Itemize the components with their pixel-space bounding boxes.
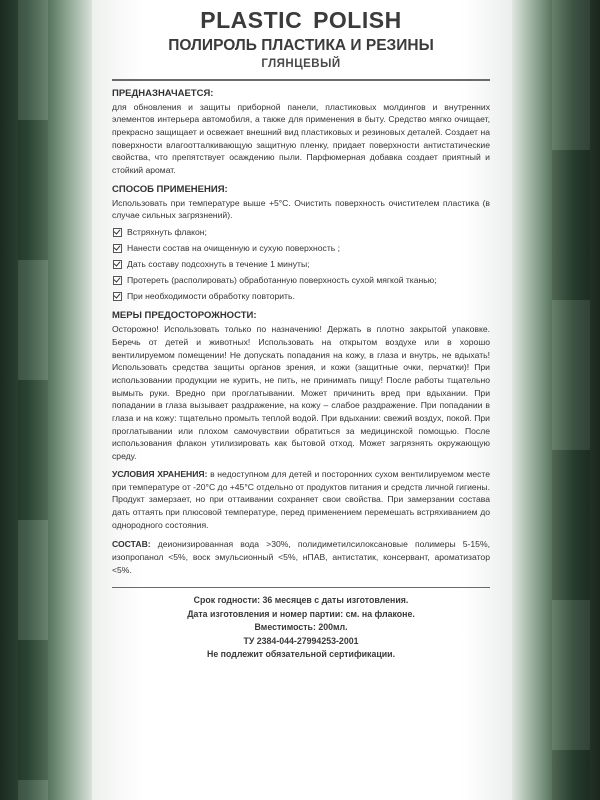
spec-number: ТУ 2384-044-27994253-2001 <box>243 635 359 646</box>
usage-step-label: Встряхнуть флакон; <box>127 226 207 237</box>
shelf-life: Срок годности: 36 месяцев с даты изготовления. <box>193 595 409 605</box>
checkbox-icon <box>113 276 122 285</box>
certification-note: Не подлежит обязательной сертификации. <box>206 649 396 659</box>
bottle-edge-left <box>0 0 92 800</box>
usage-heading: СПОСОБ ПРИМЕНЕНИЯ: <box>112 183 228 195</box>
batch-info: Дата изготовления и номер партии: см. на флаконе. <box>187 608 415 619</box>
usage-step <box>112 226 490 239</box>
composition-paragraph <box>112 538 490 576</box>
composition-heading: СОСТАВ: <box>112 539 151 550</box>
usage-step-label: Нанести состав на очищенную и сухую поверхность ; <box>127 242 341 253</box>
precautions-heading: МЕРЫ ПРЕДОСТОРОЖНОСТИ: <box>112 310 257 322</box>
usage-step-label: Дать составу подсохнуть в течение 1 минуты; <box>127 259 310 270</box>
composition-text: деионизированная вода >30%, полидиметилсилоксановые полимеры 5-15%, изопропанол <5%, воск эмульсионный <5%, нПАВ, антистатик, консервант, ароматизатор <5%. <box>112 539 490 575</box>
checkbox-icon <box>113 292 122 301</box>
volume: Вместимость: 200мл. <box>254 622 348 632</box>
storage-text: в недоступном для детей и посторонних сухом вентилируемом месте при температуре от -20°С до +45°С отдельно от продуктов питания и средств личной гигиены. Продукт замерзает, но при оттаивании сохраняет свои свойства. При замерзании состава дать оттаять при плюсовой температуре, перед применением перемешать встряхиванием до однородного состояния. <box>112 468 490 530</box>
label-content <box>112 6 490 662</box>
bottle-edge-right <box>512 0 600 800</box>
usage-step-label: При необходимости обработку повторить. <box>127 291 295 302</box>
divider-bottom <box>112 587 490 589</box>
purpose-heading: ПРЕДНАЗНАЧАЕТСЯ: <box>112 87 214 99</box>
usage-step <box>112 242 490 255</box>
footer <box>112 594 490 662</box>
usage-step <box>112 274 490 287</box>
checkbox-icon <box>113 260 122 269</box>
product-subtitle: ПОЛИРОЛЬ ПЛАСТИКА И РЕЗИНЫ <box>168 37 434 54</box>
purpose-text: для обновления и защиты приборной панели, пластиковых молдингов и внутренних элементов интерьера автомобиля, а также для применения в быту. Средство мягко очищает, прекрасно защищает и освежает внешний вид пластиковых и резиновых деталей. Создает на поверхности влагоотталкивающую защитную пленку, придает поверхности антистатические свойства, что препятствует осаждению пыли. Парфюмерная добавка создает приятный и стойкий аромат. <box>112 101 490 176</box>
storage-paragraph <box>112 468 490 532</box>
product-variant: ГЛЯНЦЕВЫЙ <box>261 58 341 70</box>
divider-top <box>112 79 490 81</box>
usage-step <box>112 258 490 271</box>
checkbox-icon <box>113 244 122 253</box>
precautions-text: Осторожно! Использовать только по назначению! Держать в плотно закрытой упаковке. Беречь от детей и животных! Использовать на открытом воздухе или в хорошо вентилируемом помещении! Не допускать попадания на кожу, в глаза и внутрь, не вдыхать! Использовать средства защиты органов зрения, и кожи (защитные очки, перчатки)! При использовании продукции не курить, не пить, не принимать пищу! После работы тщательно вымыть руки. Вредно при проглатывании. Может причинить вред при вдыхании. При попадании в глаза вызывает раздражение, на кожу – слабое раздражение. При попадании в глаза и на кожу: тщательно промыть теплой водой. При вдыхании: свежий воздух, покой. При проглатывании или плохом самочувствии обратиться за медицинской помощью. После использования флакон утилизировать как бытовой отход. Может загрязнять окружающую среду. <box>112 324 490 462</box>
product-title: PLASTIC POLISH <box>200 7 402 33</box>
usage-step-label: Протереть (располировать) обработанную поверхность сухой мягкой тканью; <box>127 275 437 286</box>
checkbox-icon <box>113 228 122 237</box>
usage-step <box>112 290 490 303</box>
storage-heading: УСЛОВИЯ ХРАНЕНИЯ: <box>112 468 208 479</box>
usage-text: Использовать при температуре выше +5°С. Очистить поверхность очистителем пластика (в случае сильных загрязнений). <box>112 197 490 221</box>
